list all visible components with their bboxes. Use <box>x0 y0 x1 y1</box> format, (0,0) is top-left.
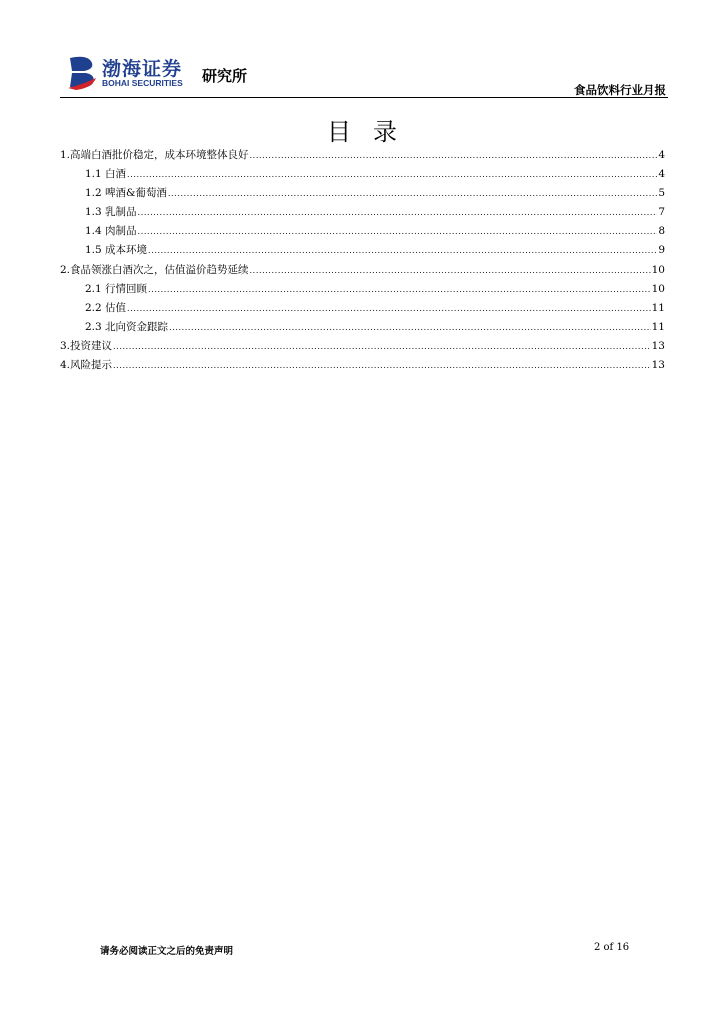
toc-leader <box>148 280 651 299</box>
logo-chinese-name: 渤海证券 <box>102 58 183 80</box>
toc-page-number: 11 <box>651 320 665 333</box>
toc-entry-text: 2.2 估值 <box>85 301 127 314</box>
disclaimer-note: 请务必阅读正文之后的免责声明 <box>100 946 234 957</box>
toc-entry-text: 2.1 行情回顾 <box>85 282 148 295</box>
bohai-logo-icon <box>66 54 98 90</box>
toc-entry[interactable] <box>60 318 665 337</box>
header-divider <box>60 97 668 98</box>
toc-leader <box>148 241 657 260</box>
toc-leader <box>113 337 651 356</box>
toc-page-number: 4 <box>658 168 665 181</box>
toc-entry-text: 1.5 成本环境 <box>85 244 148 257</box>
toc-page-number: 13 <box>651 339 665 352</box>
toc-page-number: 4 <box>658 149 665 161</box>
toc-leader <box>250 146 658 165</box>
toc-entry[interactable] <box>60 146 665 165</box>
toc-entry[interactable] <box>60 356 665 375</box>
toc-leader <box>250 261 651 280</box>
toc-entry-text: 4.风险提示 <box>60 359 113 372</box>
toc-page-number: 8 <box>658 225 665 238</box>
toc-entry[interactable] <box>60 203 665 222</box>
toc-page-number: 10 <box>651 263 665 276</box>
toc-leader <box>169 318 651 337</box>
toc-entry-text: 1.1 白酒 <box>85 168 127 181</box>
toc-entry[interactable] <box>60 299 665 318</box>
toc-entry-text: 2.食品领涨白酒次之，估值溢价趋势延续 <box>60 263 249 276</box>
toc-page-number: 5 <box>658 187 665 200</box>
toc-entry-text: 3.投资建议 <box>60 339 113 352</box>
toc-entry-text: 1.2 啤酒&葡萄酒 <box>85 187 167 200</box>
toc-entry[interactable] <box>60 184 665 203</box>
page-indicator: 2 of 16 <box>594 942 630 953</box>
toc-page-number: 9 <box>658 244 665 257</box>
toc-page-number: 11 <box>651 301 665 314</box>
table-of-contents <box>60 146 665 375</box>
toc-leader <box>168 184 657 203</box>
toc-entry[interactable] <box>60 261 665 280</box>
toc-entry[interactable] <box>60 337 665 356</box>
toc-entry-text: 1.4 肉制品 <box>85 225 137 238</box>
logo-english-name: BOHAI SECURITIES <box>102 78 183 88</box>
toc-leader <box>138 222 658 241</box>
toc-entry[interactable] <box>60 280 665 299</box>
toc-page-number: 13 <box>651 359 665 372</box>
toc-title: 目录 <box>327 118 419 146</box>
toc-entry[interactable] <box>60 222 665 241</box>
bohai-securities-logo <box>66 52 266 92</box>
toc-entry[interactable] <box>60 165 665 184</box>
toc-page-number: 10 <box>651 282 665 295</box>
toc-entry-text: 2.3 北向资金跟踪 <box>85 320 169 333</box>
toc-entry-text: 1.高端白酒批价稳定，成本环境整体良好 <box>60 149 249 161</box>
toc-leader <box>113 356 651 375</box>
toc-leader <box>127 165 657 184</box>
toc-entry-text: 1.3 乳制品 <box>85 206 137 219</box>
report-type: 食品饮料行业月报 <box>574 83 666 97</box>
toc-leader <box>138 203 658 222</box>
toc-leader <box>127 299 651 318</box>
research-institute-label: 研究所 <box>202 67 248 85</box>
toc-page-number: 7 <box>658 206 665 219</box>
toc-entry[interactable] <box>60 241 665 260</box>
